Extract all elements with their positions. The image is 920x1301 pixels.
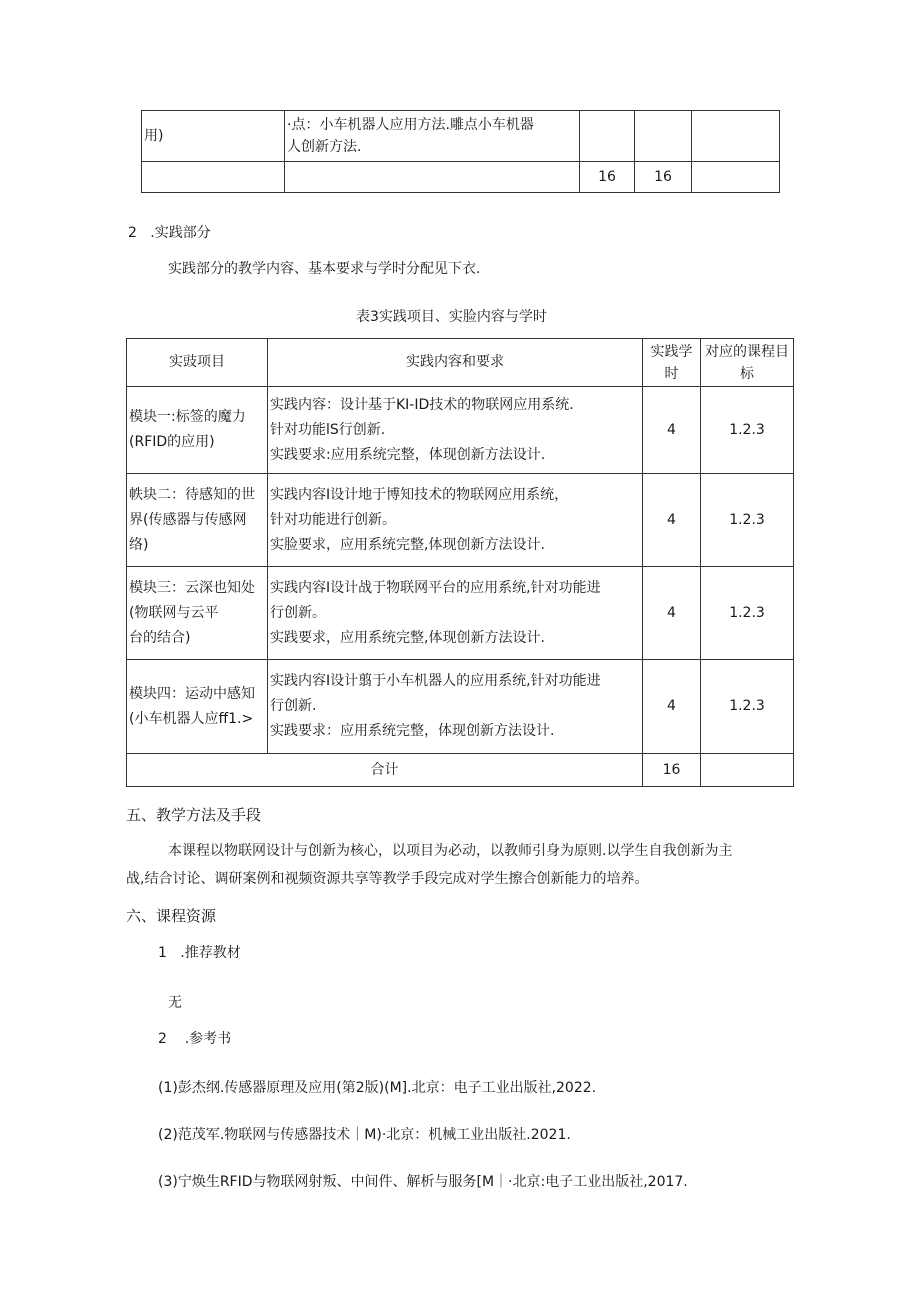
section6-sub1-value: 无 [168,995,182,1011]
table3-caption: 表3实践项目、实脸内容与学时 [356,309,547,325]
header-project: 实豉项目 [127,339,268,387]
row1-project: 模块一:标签的魔力 (RFID的应用) [127,387,268,474]
header-goal: 对应的课程目标 [701,339,794,387]
section5-heading: 五、教学方法及手段 [126,806,262,824]
row2-content: 实践内容I设计地于博知技术的物联网应用系统， 针对功能进行创新。 实脸要求，应用系统完整,体现创新方法设计. [268,474,643,567]
total-hours: 16 [643,754,701,787]
row2-project: 帙块二：待感知的世 界(传感器与传感网 络) [127,474,268,567]
row2-goal: 1.2.3 [701,474,794,567]
row3-hours: 4 [643,567,701,660]
reference-item-1: (1)彭杰纲.传感器原理及应用(第2版)(M].北京：电子工业出版社,2022. [158,1080,597,1096]
top-hours-b: 16 [635,162,692,193]
section2-intro: 实践部分的教学内容、基本要求与学时分配见下衣. [168,261,481,277]
row4-goal: 1.2.3 [701,660,794,754]
row3-goal: 1.2.3 [701,567,794,660]
row3-content: 实践内容I设计战于物联网平台的应用系统,针对功能进 行创新。 实践要求，应用系统完整,体现创新方法设计. [268,567,643,660]
section6-sub2: 2 .参考书 [158,1031,232,1047]
section6-heading: 六、课程资源 [126,907,217,925]
row1-content: 实践内容：设计基于KI-ID技术的物联网应用系统. 针对功能lS行创新. 实践要求:应用系统完整，体现创新方法设计. [268,387,643,474]
table-row [127,387,794,474]
row4-content: 实践内容I设计翦于小车机器人的应用系统,针对功能进 行创新. 实践要求：应用系统完整，体现创新方法设计. [268,660,643,754]
row4-hours: 4 [643,660,701,754]
table-total-row [127,754,794,787]
total-label: 合计 [127,754,643,787]
top-hours-a: 16 [580,162,635,193]
table-row [142,111,780,162]
top-table [141,110,780,193]
section6-sub1: 1 .推荐教材 [158,945,241,961]
row1-goal: 1.2.3 [701,387,794,474]
section2-heading: 2 .实践部分 [128,225,211,241]
row3-project: 模块三：云深也知处 (物联网与云平 台的结合) [127,567,268,660]
table-header-row [127,339,794,387]
table-row [127,474,794,567]
row1-hours: 4 [643,387,701,474]
top-row1-col2: ·点：小车机器人应用方法.雕点小车机器 人创新方法. [285,111,580,162]
header-content: 实践内容和要求 [268,339,643,387]
reference-item-3: (3)宁焕生RFID与物联网射叛、中间件、解析与服务[M｜·北京:电子工业出版社,2017. [158,1174,688,1190]
table-row [127,660,794,754]
section5-para-line1: 本课程以物联网设计与创新为核心，以项目为必动，以教师引身为原则.以学生自我创新为主 [168,843,733,859]
row2-hours: 4 [643,474,701,567]
table-row [127,567,794,660]
top-row1-col1: 用) [142,111,285,162]
row4-project: 模块四：运动中感知 (小车机器人应ff1.> [127,660,268,754]
section5-para-line2: 战,结合讨论、调研案例和视频资源共享等教学手段完成对学生擦合创新能力的培养。 [126,871,649,887]
table3 [126,338,794,787]
table-row [142,162,780,193]
reference-item-2: (2)范茂军.物联网与传感器技术｜M)·北京：机械工业出版社.2021. [158,1127,571,1143]
header-hours: 实践学时 [643,339,701,387]
